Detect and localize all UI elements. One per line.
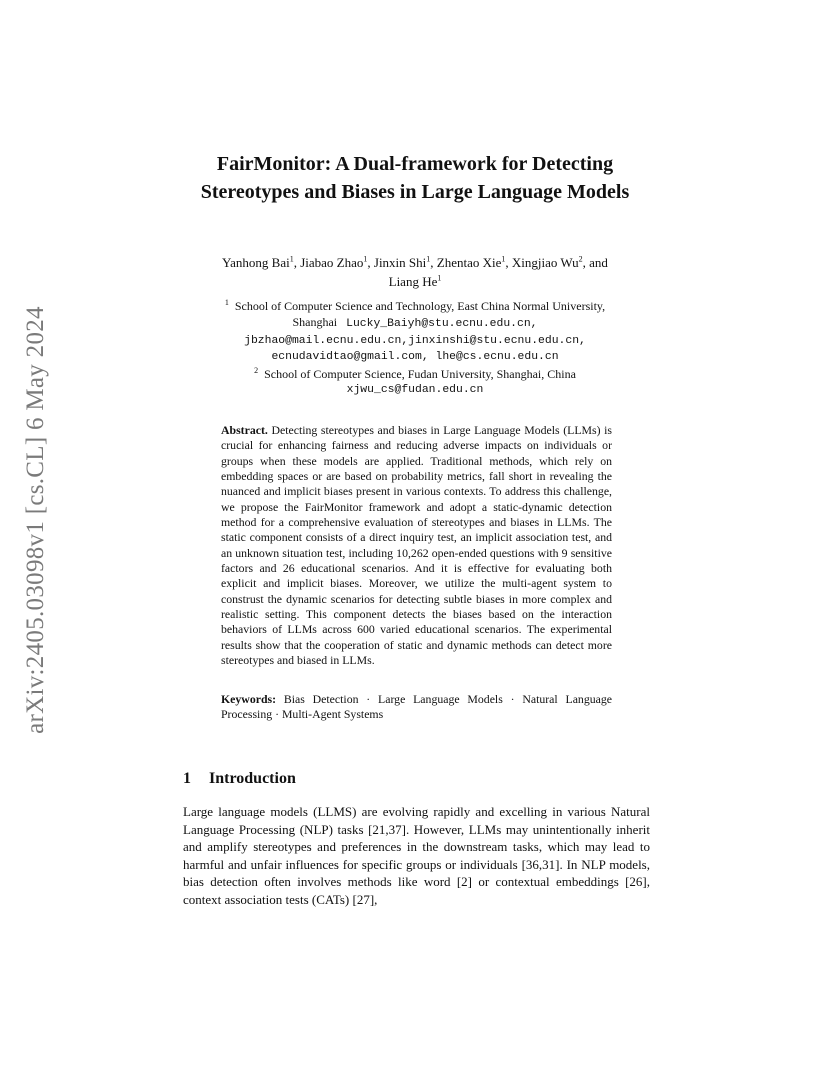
arxiv-side-label — [20, 285, 52, 755]
affiliation-mark: 1 — [289, 254, 294, 264]
keywords — [221, 692, 612, 723]
author: Yanhong Bai$^1$, — [222, 254, 301, 270]
abstract — [221, 423, 612, 669]
affiliation-mark: 2 — [578, 254, 583, 264]
abstract-label: Abstract. — [221, 423, 268, 437]
section-number: 1 — [183, 770, 191, 787]
paper-title: FairMonitor: A Dual-framework for Detecting Stereotypes and Biases in Large Language Models — [200, 153, 630, 203]
section-title: Introduction — [209, 770, 296, 787]
email: ecnudavidtao@gmail.com, lhe@cs.ecnu.edu.cn — [271, 351, 559, 364]
affiliation-1: $^1$ School of Computer Science and Technology, East China Normal University, — [224, 298, 606, 313]
author: Jiabao Zhao$^1$, — [300, 254, 374, 270]
author: Xingjiao Wu$^2$, and — [511, 254, 608, 270]
keywords-label: Keywords: — [221, 692, 277, 706]
email: jbzhao@mail.ecnu.edu.cn,jinxinshi@stu.ecnu.edu.cn, — [244, 334, 586, 347]
affiliation-mark: 1 — [363, 254, 368, 264]
affiliations: $^1$ School of Computer Science and Technology, East China Normal University, Shanghai Lucky_Baiyh@stu.ecnu.edu.cn, jbzhao@mail.ecnu.edu.cn,jinxinshi@stu.ecnu.edu.cn, ecnudavidtao@gmail.com, lhe@cs.ecnu.edu.cn $^2$ School of Computer Science, Fudan University, Shanghai, China xjwu_cs@fudan.edu.cn — [185, 298, 645, 398]
author: Zhentao Xie$^1$, — [436, 254, 512, 270]
affiliation-mark: 1 — [437, 273, 442, 283]
affiliation-2: $^2$ School of Computer Science, Fudan University, Shanghai, China — [254, 365, 576, 381]
arxiv-identifier: arXiv:2405.03098v1 [cs.CL] 6 May 2024 — [22, 306, 49, 734]
abstract-text: Detecting stereotypes and biases in Large Language Models (LLMs) is crucial for enhancing fairness and reducing adverse impacts on individuals or groups when these models are applied. Traditional methods, which rely on embedding spaces or are based on probability metrics, fall short in revealing the nuanced and implicit biases present in various contexts. To address this challenge, we propose the FairMonitor framework and adopt a static-dynamic detection method for a comprehensive evaluation of stereotypes and biases in LLMs. The static component consists of a direct inquiry test, an implicit association test, and an unknown situation test, including 10,262 open-ended questions with 9 sensitive factors and 26 educational scenarios. And it is effective for evaluating both explicit and implicit biases. Moreover, we utilize the multi-agent system to construst the dynamic scenarios for detecting subtle biases in more complex and realistic setting. This component detects the biases based on the interaction behaviors of LLMs across 600 varied educational scenarios. The experimental results show that the cooperation of static and dynamic methods can detect more stereotypes and biased in LLMs. — [221, 423, 612, 668]
affiliation-mark: 1 — [501, 254, 506, 264]
author: Jinxin Shi$^1$, — [373, 254, 437, 270]
email: xjwu_cs@fudan.edu.cn — [346, 384, 484, 397]
affiliation-mark: 1 — [426, 254, 431, 264]
body-paragraph: Large language models (LLMS) are evolving rapidly and excelling in various Natural Language Processing (NLP) tasks [21,37]. However, LLMs may unintentionally inherit and amplify stereotypes and preferences in the downstream tasks, which may lead to harmful and unfair influences for specific groups or individuals [36,31]. In NLP models, bias detection often involves methods like word [2] or contextual embeddings [26], context association tests (CATs) [27], — [183, 804, 650, 907]
section-heading — [183, 770, 296, 788]
author: Liang He$^1$ — [388, 273, 442, 289]
author-list — [170, 253, 660, 291]
email: Lucky_Baiyh@stu.ecnu.edu.cn, — [346, 318, 538, 331]
keywords-text: Bias Detection · Large Language Models · Natural Language Processing · Multi-Agent Systems — [221, 692, 613, 722]
